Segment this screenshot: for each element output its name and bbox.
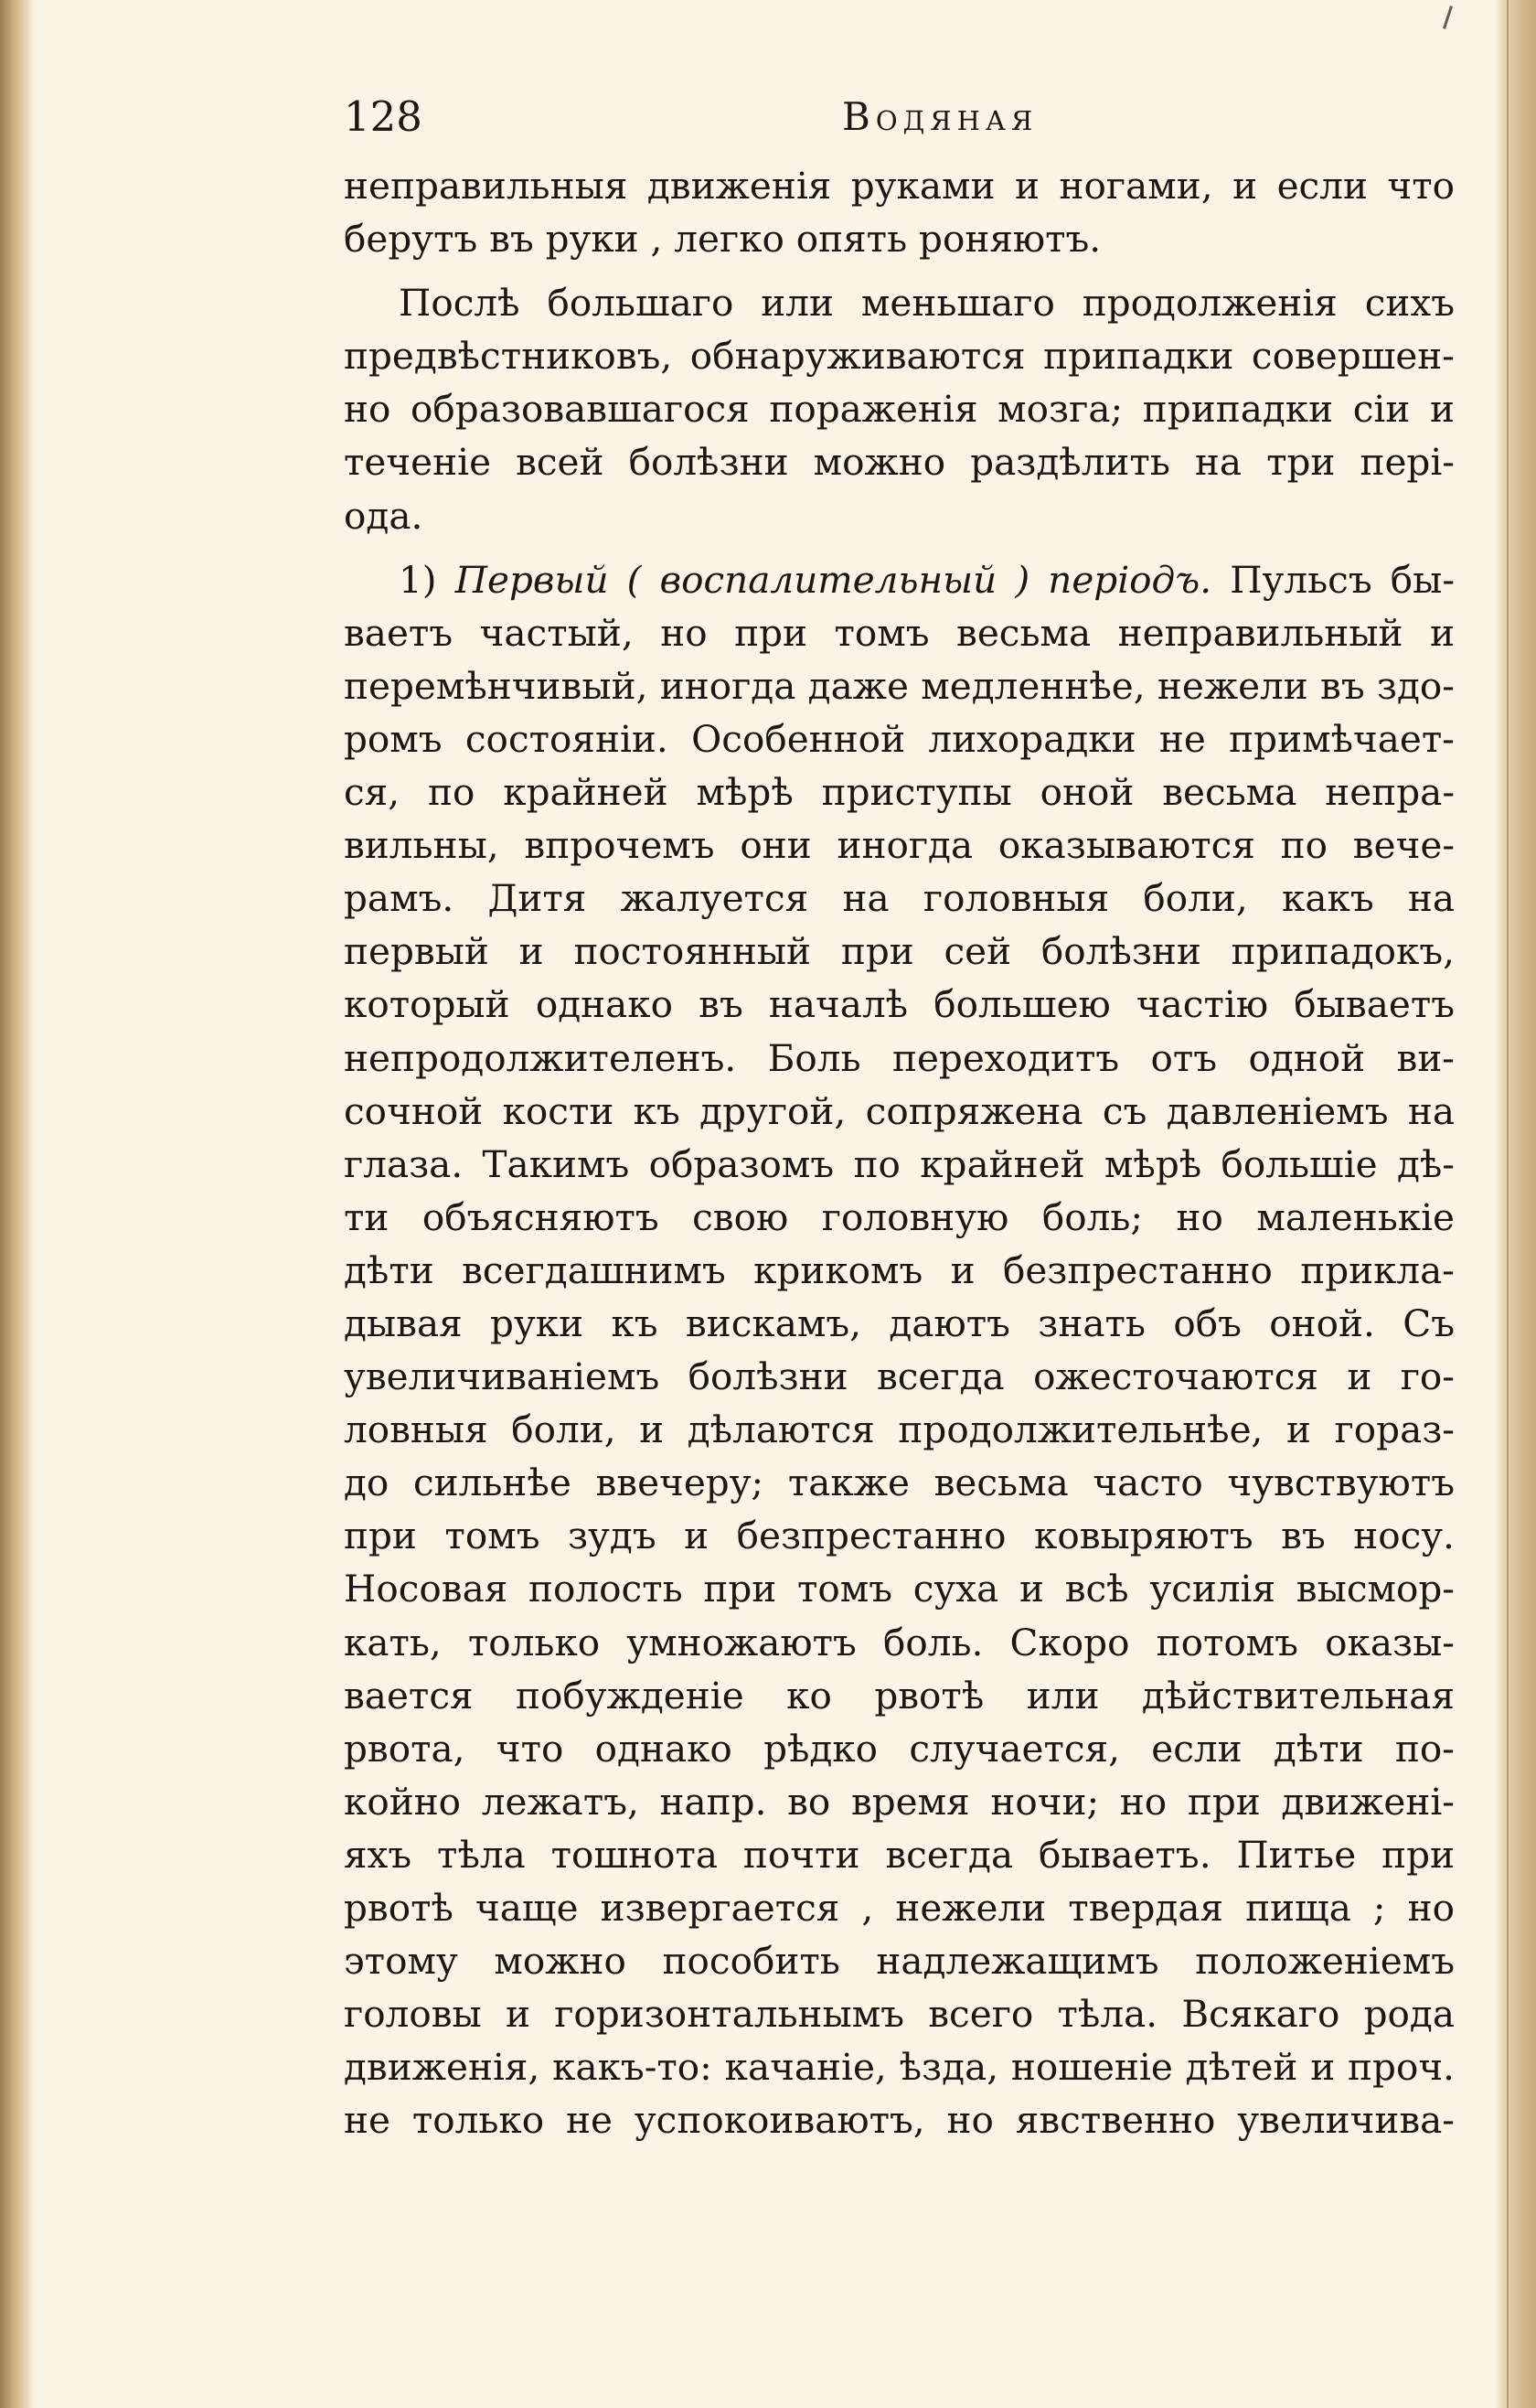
text-line: вается побужденіе ко рвотѣ или дѣйствительная bbox=[344, 1673, 1455, 1718]
text-line: койно лежатъ, напр. во время ночи; но при движені- bbox=[344, 1779, 1455, 1824]
page-number: 128 bbox=[344, 92, 422, 141]
text-line: увеличиваніемъ болѣзни всегда ожесточаются и го- bbox=[344, 1354, 1455, 1399]
text-line: глаза. Такимъ образомъ по крайней мѣрѣ большіе дѣ- bbox=[344, 1141, 1455, 1186]
text-line: движенія, какъ-то: качаніе, ѣзда, ношеніе дѣтей и проч. bbox=[344, 2045, 1455, 2090]
text-line: этому можно пособить надлежащимъ положеніемъ bbox=[344, 1939, 1455, 1984]
text-line: кать, только умножаютъ боль. Скоро потомъ оказы- bbox=[344, 1620, 1455, 1664]
text-line: рвотѣ чаще извергается , нежели твердая пища ; но bbox=[344, 1886, 1455, 1930]
body-text bbox=[344, 159, 1455, 2281]
text-line: дывая руки къ вискамъ, даютъ знать объ оной. Съ bbox=[344, 1300, 1455, 1345]
text-line: теченіе всей болѣзни можно раздѣлить на три пері- bbox=[344, 440, 1455, 485]
text-line: непродолжителенъ. Боль переходитъ отъ одной ви- bbox=[344, 1035, 1455, 1080]
text-line: ловныя боли, и дѣлаются продолжительнѣе, и гораз- bbox=[344, 1407, 1455, 1452]
text-line: ромъ состояніи. Особенной лихорадки не примѣчает- bbox=[344, 716, 1455, 761]
running-title: Водяная bbox=[842, 94, 1039, 139]
text-line: сочной кости къ другой, сопряжена съ давленіемъ на bbox=[344, 1088, 1455, 1133]
text-line: берутъ въ руки , легко опять роняютъ. bbox=[344, 217, 1102, 262]
section-heading: Первый ( воспалительный ) періодъ. bbox=[454, 557, 1212, 602]
text-line: первый и постоянный при сей болѣзни припадокъ, bbox=[344, 929, 1455, 974]
page-gutter-shadow bbox=[0, 0, 35, 2408]
text-line: ваетъ частый, но при томъ весьма неправильный и bbox=[344, 610, 1455, 655]
section-heading-continuation: Пульсъ бы- bbox=[1230, 557, 1455, 602]
text-line: Послѣ большаго или меньшаго продолженія сихъ bbox=[399, 281, 1455, 326]
text-line: вильны, впрочемъ они иногда оказываются по вече- bbox=[344, 823, 1455, 868]
page-header bbox=[344, 88, 1455, 146]
text-line: но образовавшагося пораженія мозга; припадки сіи и bbox=[344, 387, 1455, 432]
text-line: до сильнѣе ввечеру; также весьма часто чувствуютъ bbox=[344, 1461, 1455, 1505]
text-line: не только не успокоиваютъ, но явственно увеличива- bbox=[344, 2098, 1455, 2143]
text-line: Носовая полость при томъ суха и всѣ усилія высмор- bbox=[344, 1567, 1455, 1611]
section-number: 1) bbox=[399, 557, 437, 602]
text-line: при томъ зудъ и безпрестанно ковыряютъ въ носу. bbox=[344, 1514, 1455, 1558]
text-line: головы и горизонтальнымъ всего тѣла. Всякаго рода bbox=[344, 1992, 1455, 2037]
text-line: который однако въ началѣ большею частію бываетъ bbox=[344, 982, 1455, 1027]
text-line: перемѣнчивый, иногда даже медленнѣе, нежели въ здо- bbox=[344, 663, 1455, 708]
margin-pencil-mark bbox=[1443, 5, 1453, 29]
text-line: рамъ. Дитя жалуется на головныя боли, какъ на bbox=[344, 876, 1455, 921]
text-line: дѣти всегдашнимъ крикомъ и безпрестанно прикла- bbox=[344, 1247, 1455, 1292]
text-line: рвота, что однако рѣдко случается, если дѣти по- bbox=[344, 1726, 1455, 1771]
text-line: яхъ тѣла тошнота почти всегда бываетъ. Питье при bbox=[344, 1832, 1455, 1877]
text-line: предвѣстниковъ, обнаруживаются припадки совершен- bbox=[344, 334, 1455, 379]
text-line: ода. bbox=[344, 493, 423, 538]
text-line: ти объясняютъ свою головную боль; но маленькіе bbox=[344, 1194, 1455, 1239]
section-heading-line bbox=[344, 553, 1455, 606]
text-line: ся, по крайней мѣрѣ приступы оной весьма непра- bbox=[344, 770, 1455, 815]
page-edge bbox=[1494, 0, 1536, 2408]
text-line: неправильныя движенія руками и ногами, и если что bbox=[344, 164, 1455, 208]
